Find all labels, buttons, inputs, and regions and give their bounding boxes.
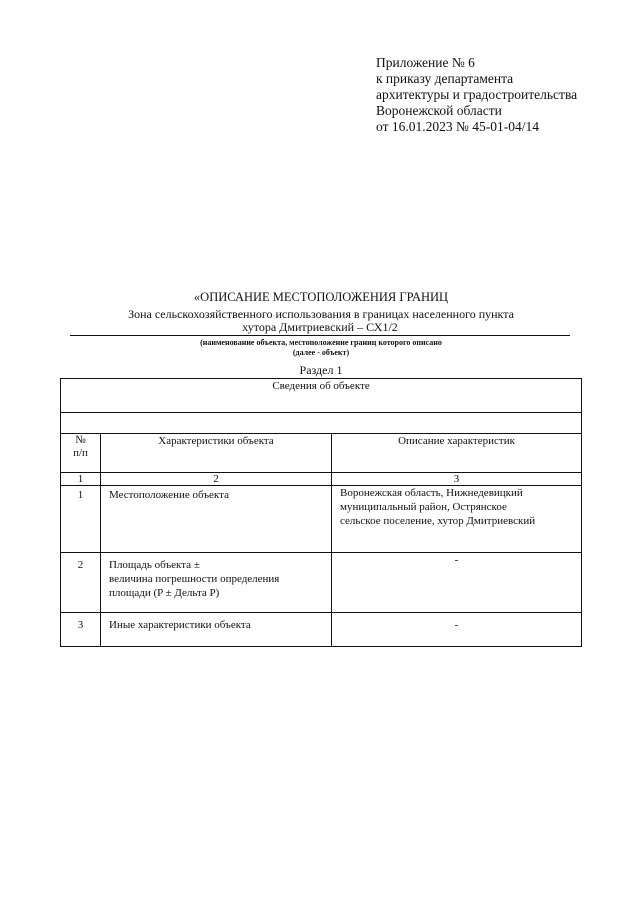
row-characteristic — [101, 613, 332, 647]
appendix-block — [376, 55, 577, 135]
object-info-table — [60, 378, 582, 647]
characteristic-line: величина погрешности определения — [109, 573, 280, 585]
table-index-row — [61, 473, 582, 486]
appendix-line: Воронежской области — [376, 103, 502, 118]
zone-name-line2: хутора Дмитриевский – СХ1/2 — [70, 320, 570, 336]
empty-cell — [61, 413, 582, 434]
object-note — [60, 338, 582, 358]
row-description — [332, 486, 582, 553]
appendix-line: от 16.01.2023 № 45-01-04/14 — [376, 119, 539, 134]
table-empty-row — [61, 413, 582, 434]
row-description: - — [332, 553, 582, 613]
table-title-row — [61, 379, 582, 413]
table-row — [61, 613, 582, 647]
row-number: 3 — [61, 613, 101, 647]
document-title: «ОПИСАНИЕ МЕСТОПОЛОЖЕНИЯ ГРАНИЦ — [193, 290, 449, 304]
appendix-line: к приказу департамента — [376, 71, 514, 86]
row-characteristic — [101, 486, 332, 553]
description-line: Воронежская область, Нижнедевицкий — [340, 487, 523, 499]
section-label: Раздел 1 — [299, 363, 343, 377]
header-description: Описание характеристик — [332, 434, 582, 473]
header-num-line1: № — [75, 434, 86, 446]
appendix-line: архитектуры и градостроительства — [376, 87, 578, 102]
characteristic-line: площади (P ± Дельта P) — [109, 587, 220, 599]
table-header-row — [61, 434, 582, 473]
object-note-line1: (наименование объекта, местоположение границ которого описано — [200, 338, 442, 347]
index-cell: 1 — [61, 473, 101, 486]
row-characteristic — [101, 553, 332, 613]
header-num-line2: п/п — [73, 447, 88, 459]
table-title: Сведения об объекте — [61, 379, 582, 413]
appendix-line: Приложение № 6 — [376, 55, 475, 70]
row-description: - — [332, 613, 582, 647]
table-row — [61, 553, 582, 613]
description-line: муниципальный район, Острянское — [340, 501, 507, 513]
header-characteristics: Характеристики объекта — [101, 434, 332, 473]
row-number: 1 — [61, 486, 101, 553]
header-num-cell — [61, 434, 101, 473]
object-note-line2: (далее - объект) — [292, 348, 350, 357]
table-row — [61, 486, 582, 553]
zone-name-line1: Зона сельскохозяйственного использования в границах населенного пункта — [128, 307, 514, 321]
characteristic-line: Иные характеристики объекта — [109, 619, 251, 631]
description-line: сельское поселение, хутор Дмитриевский — [340, 515, 536, 527]
index-cell: 3 — [332, 473, 582, 486]
index-cell: 2 — [101, 473, 332, 486]
row-number: 2 — [61, 553, 101, 613]
characteristic-line: Площадь объекта ± — [109, 559, 200, 571]
characteristic-line: Местоположение объекта — [109, 489, 229, 501]
